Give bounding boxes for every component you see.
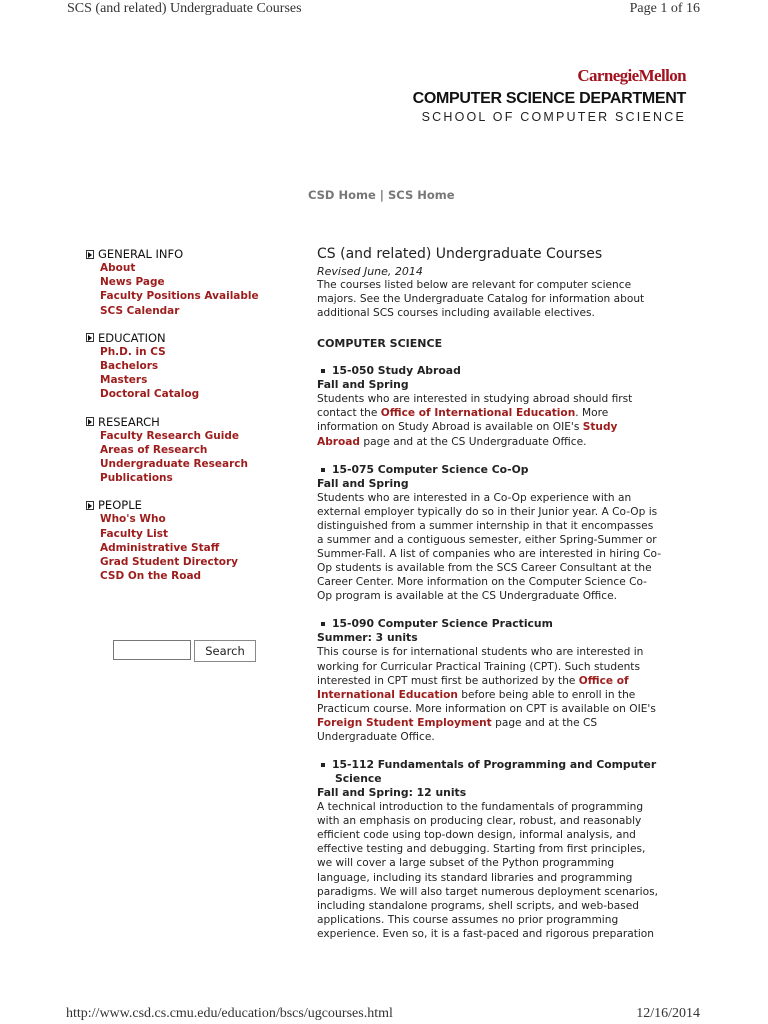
sidebar-heading-label: EDUCATION — [98, 330, 166, 345]
course-term: Fall and Spring: 12 units — [317, 786, 467, 800]
sidebar-heading-label: RESEARCH — [98, 414, 160, 429]
course-title-text: 15-112 Fundamentals of Programming and Computer Science — [332, 758, 657, 786]
page-title: CS (and related) Undergraduate Courses — [317, 246, 603, 262]
bullet-icon — [321, 763, 325, 767]
sidebar-link-administrative-staff[interactable]: Administrative Staff — [100, 541, 220, 554]
print-header-title: SCS (and related) Undergraduate Courses — [67, 1, 302, 16]
study-abroad-link[interactable]: Study Abroad — [317, 421, 618, 448]
section-heading: COMPUTER SCIENCE — [317, 337, 443, 351]
brand-block — [413, 66, 686, 124]
sidebar-heading[interactable] — [86, 247, 276, 261]
course-title-text: 15-050 Study Abroad — [332, 364, 461, 378]
course-title-text: 15-090 Computer Science Practicum — [332, 617, 553, 631]
sidebar-section-people — [86, 498, 276, 583]
sidebar-link-doctoral-catalog[interactable]: Doctoral Catalog — [100, 388, 200, 401]
arrow-right-icon — [86, 501, 94, 510]
sidebar-section-education — [86, 331, 276, 402]
course-term: Fall and Spring — [317, 476, 409, 490]
course-item — [317, 364, 662, 448]
course-item — [317, 463, 662, 604]
bullet-icon — [321, 369, 325, 373]
department-name: COMPUTER SCIENCE DEPARTMENT — [412, 90, 686, 107]
sidebar-link-csd-on-the-road[interactable]: CSD On the Road — [100, 570, 202, 583]
revised-date: Revised June, 2014 — [317, 265, 423, 278]
course-title — [317, 364, 662, 378]
arrow-right-icon — [86, 417, 94, 426]
course-title — [317, 463, 662, 477]
sidebar-link-whos-who[interactable]: Who's Who — [100, 513, 166, 526]
search-form — [113, 640, 256, 662]
sidebar-heading[interactable] — [86, 331, 276, 345]
sidebar-link-faculty-positions[interactable]: Faculty Positions Available — [100, 290, 259, 303]
print-footer — [0, 1006, 768, 1024]
main-content — [317, 246, 662, 941]
bullet-icon — [321, 468, 325, 472]
course-item — [317, 758, 662, 941]
scs-home-link[interactable]: SCS Home — [388, 188, 455, 202]
arrow-right-icon — [86, 333, 94, 342]
sidebar-link-faculty-research-guide[interactable]: Faculty Research Guide — [100, 429, 239, 442]
sidebar-link-news-page[interactable]: News Page — [100, 276, 165, 289]
sidebar-link-grad-student-directory[interactable]: Grad Student Directory — [100, 556, 238, 569]
course-description: Students who are interested in studying abroad should first contact the Office of International Education. More information on Study Abroad is available on OIE's Study Abroad page and at the CS Undergraduate Office. — [317, 393, 633, 448]
oie-link[interactable]: Office of International Education — [380, 407, 576, 420]
nav-separator: | — [375, 188, 389, 202]
sidebar-link-areas-of-research[interactable]: Areas of Research — [100, 443, 208, 456]
sidebar-link-faculty-list[interactable]: Faculty List — [100, 527, 169, 540]
arrow-right-icon — [86, 250, 94, 259]
course-description: This course is for international students who are interested in working for Curricular Practical Training (CPT). Such students interested in CPT must first be authorized by the Office of International Education before being able to enroll in the Practicum course. More information on CPT is available on OIE's Foreign Student Employment page and at the CS Undergraduate Office. — [317, 646, 656, 743]
sidebar — [86, 247, 276, 596]
course-term: Summer: 3 units — [317, 631, 418, 645]
print-footer-url: http://www.csd.cs.cmu.edu/education/bscs/ugcourses.html — [66, 1006, 393, 1021]
sidebar-link-phd[interactable]: Ph.D. in CS — [100, 345, 166, 358]
csd-home-link[interactable]: CSD Home — [308, 188, 376, 202]
sidebar-section-research — [86, 415, 276, 486]
course-title — [317, 758, 662, 786]
course-title-text: 15-075 Computer Science Co-Op — [332, 462, 529, 476]
sidebar-section-general-info — [86, 247, 276, 318]
university-logo: CarnegieMellon — [577, 66, 686, 85]
print-header — [0, 0, 768, 22]
sidebar-heading-label: PEOPLE — [98, 498, 142, 513]
course-item — [317, 617, 662, 744]
sidebar-link-undergraduate-research[interactable]: Undergraduate Research — [100, 458, 249, 471]
sidebar-link-scs-calendar[interactable]: SCS Calendar — [100, 304, 180, 317]
course-title — [317, 617, 662, 631]
sidebar-link-about[interactable]: About — [100, 262, 136, 274]
top-nav — [308, 188, 455, 202]
sidebar-link-bachelors[interactable]: Bachelors — [100, 360, 159, 373]
course-description: Students who are interested in a Co-Op experience with an external employer typically do so in their Junior year. A Co-Op is distinguished from a summer internship in that it encompasses a summer and a contiguous semester, either Spring-Summer or Summer-Fall. A list of companies who are interested in hiring Co-Op students is available from the SCS Career Consultant at the Career Center. More information on the Computer Science Co-Op program is available at the CS Undergraduate Office. — [317, 491, 662, 603]
sidebar-heading[interactable] — [86, 498, 276, 512]
bullet-icon — [321, 622, 325, 626]
course-description: A technical introduction to the fundamentals of programming with an emphasis on producing clear, robust, and reasonably efficient code using top-down design, informal analysis, and effective testing and debugging. Starting from first principles, we will cover a large subset of the Python programming language, including its standard libraries and programming paradigms. We will also target numerous deployment scenarios, including standalone programs, shell scripts, and web-based applications. This course assumes no prior programming experience. Even so, it is a fast-paced and rigorous preparation — [317, 801, 658, 940]
oie-link[interactable]: Office of International Education — [317, 674, 629, 701]
school-name: SCHOOL OF COMPUTER SCIENCE — [421, 110, 686, 124]
course-term: Fall and Spring — [317, 378, 409, 392]
sidebar-heading[interactable] — [86, 415, 276, 429]
print-footer-date: 12/16/2014 — [636, 1006, 700, 1021]
intro-paragraph: The courses listed below are relevant for computer science majors. See the Undergraduate Catalog for information about additional SCS courses including available electives. — [317, 279, 645, 320]
search-input[interactable] — [113, 640, 191, 660]
search-button[interactable]: Search — [194, 640, 256, 662]
sidebar-link-masters[interactable]: Masters — [100, 374, 148, 387]
sidebar-heading-label: GENERAL INFO — [98, 247, 184, 261]
foreign-student-employment-link[interactable]: Foreign Student Employment — [317, 716, 492, 729]
page-number: Page 1 of 16 — [629, 1, 700, 16]
sidebar-link-publications[interactable]: Publications — [100, 472, 173, 485]
